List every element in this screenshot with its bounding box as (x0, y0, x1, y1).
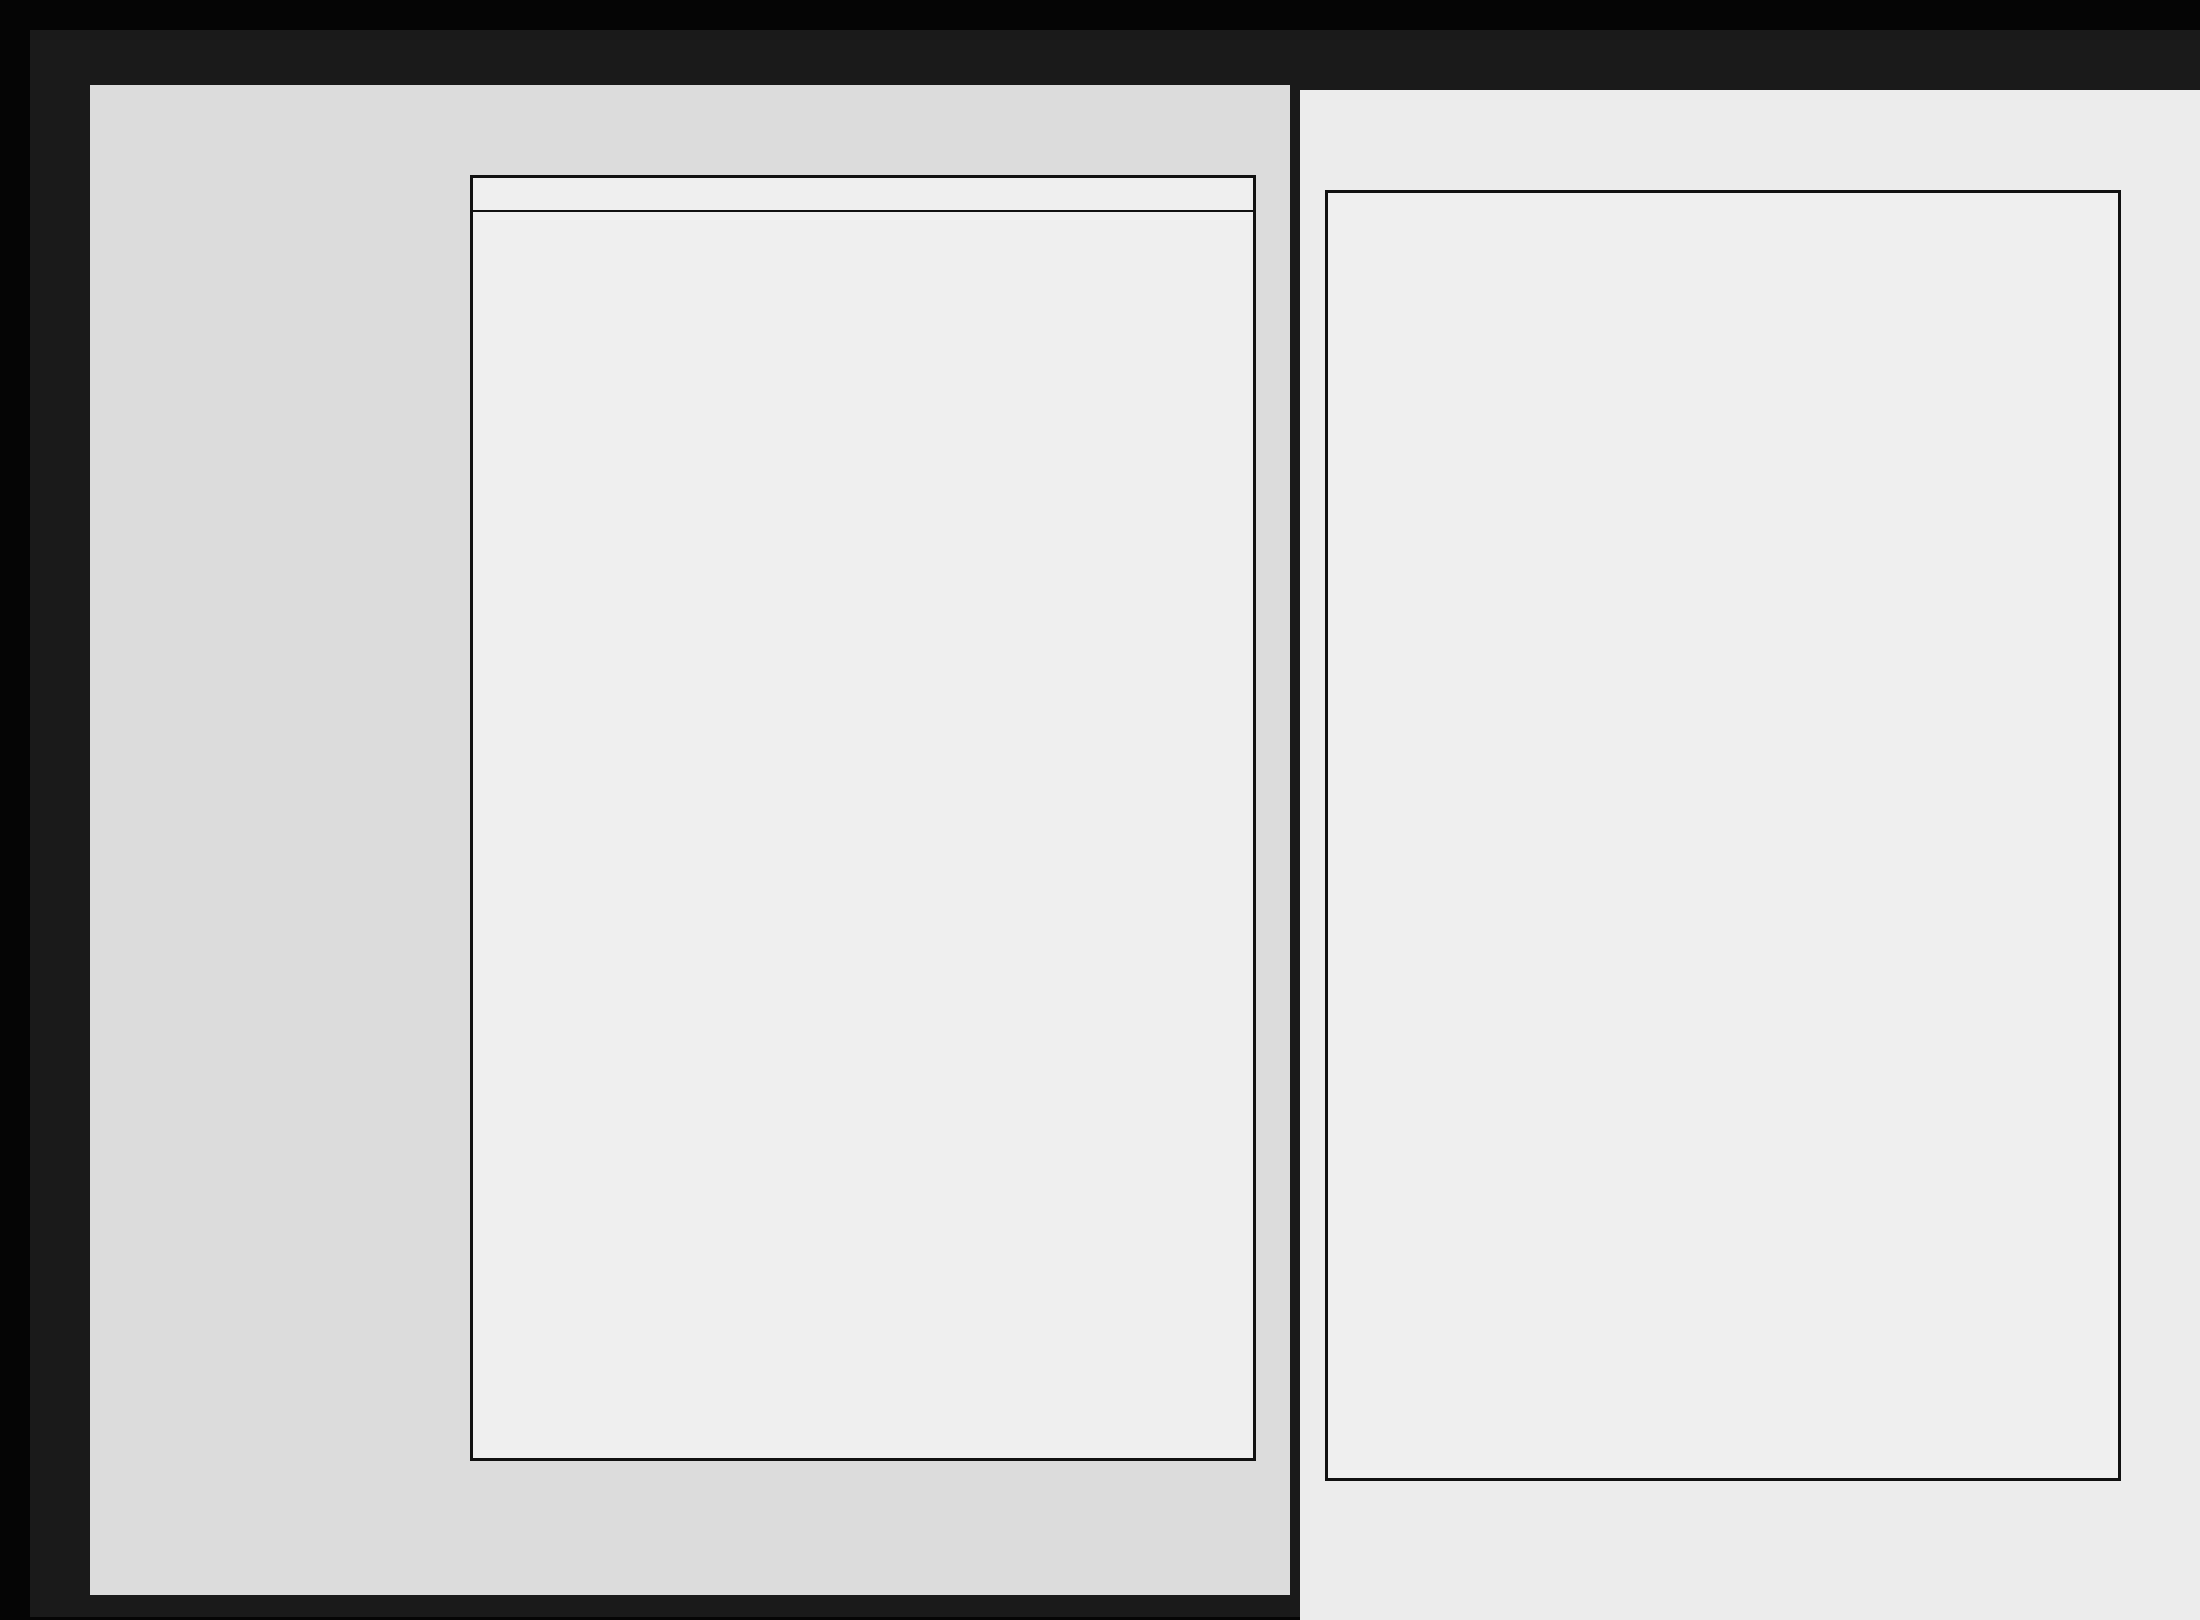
right-grid-lines (1328, 193, 2118, 1478)
right-page (1300, 90, 2200, 1620)
left-form-frame (470, 175, 1256, 1461)
right-form-frame (1325, 190, 2121, 1481)
left-grid-lines (473, 178, 1253, 1458)
book-spread (30, 30, 2200, 1617)
left-page (90, 85, 1290, 1595)
